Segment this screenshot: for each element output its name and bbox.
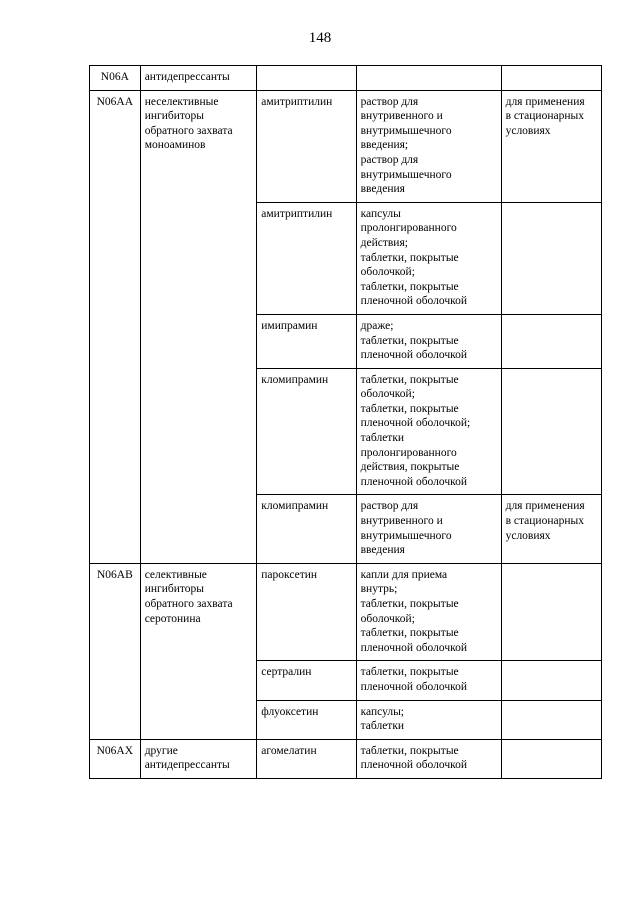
note-cell — [501, 700, 601, 739]
form-cell: таблетки, покрытые оболочкой; таблетки, покрытые пленочной оболочкой; таблетки пролонгированного действия, покрытые пленочной оболочкой — [356, 368, 501, 495]
form-cell — [356, 66, 501, 91]
drug-table-body — [90, 66, 602, 779]
inn-cell: имипрамин — [257, 314, 356, 368]
form-cell: драже; таблетки, покрытые пленочной оболочкой — [356, 314, 501, 368]
group-cell: селективные ингибиторы обратного захвата серотонина — [140, 563, 257, 739]
form-cell: капсулы; таблетки — [356, 700, 501, 739]
atc-code-cell: N06AX — [90, 739, 141, 778]
atc-code-cell: N06AA — [90, 90, 141, 563]
note-cell — [501, 661, 601, 700]
group-cell: другие антидепрессанты — [140, 739, 257, 778]
note-cell — [501, 202, 601, 314]
note-cell — [501, 314, 601, 368]
note-cell — [501, 368, 601, 495]
form-cell: таблетки, покрытые пленочной оболочкой — [356, 661, 501, 700]
table-row — [90, 66, 602, 91]
form-cell: раствор для внутривенного и внутримышечного введения; раствор для внутримышечного введения — [356, 90, 501, 202]
table-row — [90, 739, 602, 778]
inn-cell: амитриптилин — [257, 202, 356, 314]
drug-table — [89, 65, 602, 779]
note-cell: для применения в стационарных условиях — [501, 90, 601, 202]
inn-cell: амитриптилин — [257, 90, 356, 202]
table-row — [90, 563, 602, 661]
table-row — [90, 90, 602, 202]
note-cell: для применения в стационарных условиях — [501, 495, 601, 563]
inn-cell: пароксетин — [257, 563, 356, 661]
note-cell — [501, 563, 601, 661]
inn-cell: кломипрамин — [257, 368, 356, 495]
form-cell: капсулы пролонгированного действия; таблетки, покрытые оболочкой; таблетки, покрытые пленочной оболочкой — [356, 202, 501, 314]
inn-cell — [257, 66, 356, 91]
inn-cell: сертралин — [257, 661, 356, 700]
note-cell — [501, 739, 601, 778]
form-cell: таблетки, покрытые пленочной оболочкой — [356, 739, 501, 778]
form-cell: раствор для внутривенного и внутримышечного введения — [356, 495, 501, 563]
group-cell: антидепрессанты — [140, 66, 257, 91]
form-cell: капли для приема внутрь; таблетки, покрытые оболочкой; таблетки, покрытые пленочной оболочкой — [356, 563, 501, 661]
atc-code-cell: N06A — [90, 66, 141, 91]
inn-cell: кломипрамин — [257, 495, 356, 563]
inn-cell: флуоксетин — [257, 700, 356, 739]
atc-code-cell: N06AB — [90, 563, 141, 739]
inn-cell: агомелатин — [257, 739, 356, 778]
group-cell: неселективные ингибиторы обратного захвата моноаминов — [140, 90, 257, 563]
note-cell — [501, 66, 601, 91]
page-number: 148 — [308, 30, 332, 46]
